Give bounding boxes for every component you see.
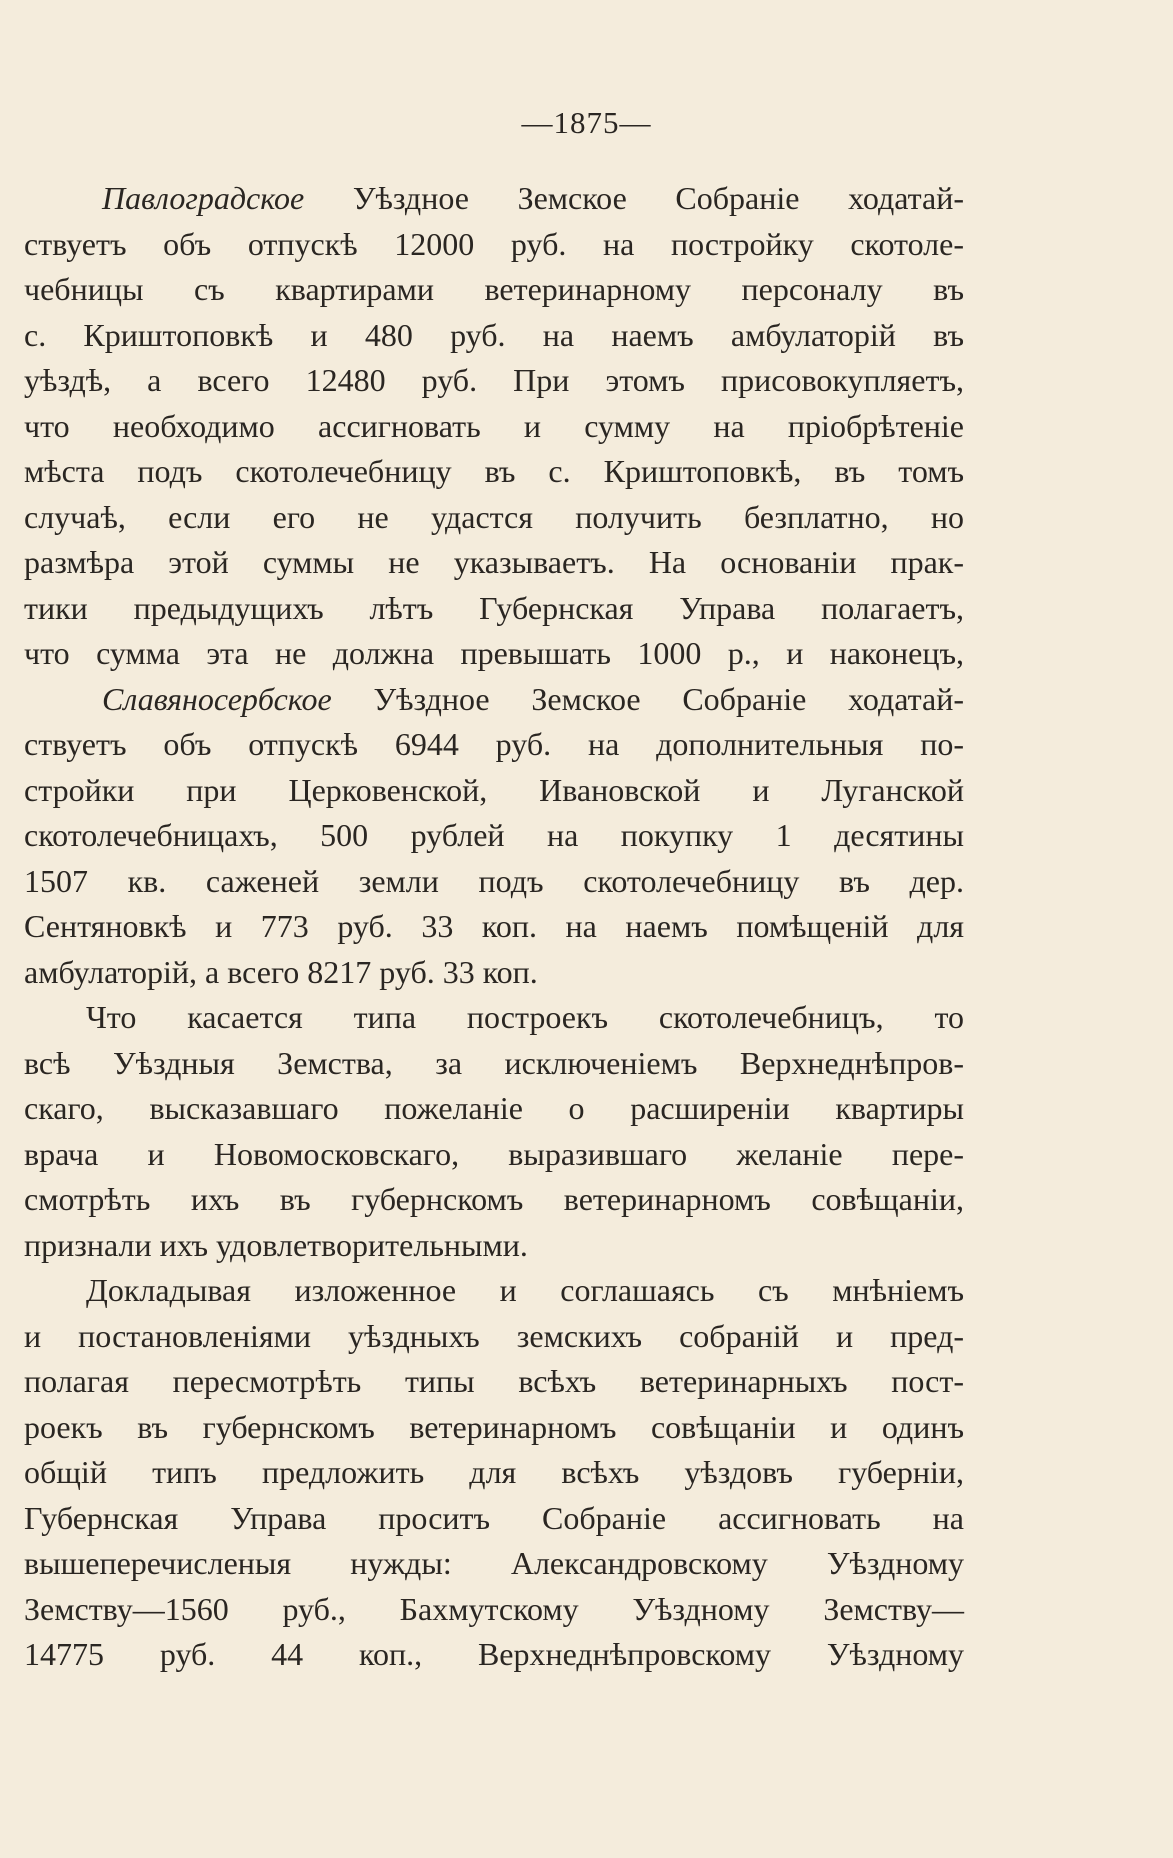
paragraph-2-line-4: скотолечебницахъ, 500 рублей на покупку 1 десятины bbox=[24, 817, 964, 853]
paragraph-2-line-1 bbox=[24, 677, 964, 723]
paragraph-4-line-7: вышеперечисленыя нужды: Александровскому Уѣздному bbox=[24, 1545, 964, 1581]
paragraph-1-line-7: мѣста подъ скотолечебницу въ с. Криштоповкѣ, въ томъ bbox=[24, 453, 964, 489]
body-text bbox=[24, 176, 964, 1678]
paragraph-1-line-2: ствуетъ объ отпускѣ 12000 руб. на постройку скотоле- bbox=[24, 225, 964, 262]
paragraph-1-line-5: уѣздѣ, а всего 12480 руб. При этомъ присовокупляетъ, bbox=[24, 362, 964, 398]
paragraph-3-line-5: смотрѣть ихъ въ губернскомъ ветеринарномъ совѣщаніи, bbox=[24, 1181, 964, 1217]
paragraph-2-line-3: стройки при Церковенской, Ивановской и Луганской bbox=[24, 771, 964, 808]
paragraph-4-line-3: полагая пересмотрѣть типы всѣхъ ветеринарныхъ пост- bbox=[24, 1363, 964, 1399]
paragraph-3-line-1: Что касается типа построекъ скотолечебницъ, то bbox=[86, 999, 964, 1035]
paragraph-3-line-2: всѣ Уѣздныя Земства, за исключеніемъ Верхнеднѣпров- bbox=[24, 1044, 964, 1081]
paragraph-4-line-9: 14775 руб. 44 коп., Верхнеднѣпровскому Уѣздному bbox=[24, 1636, 964, 1672]
paragraph-4-line-6: Губернская Управа проситъ Собраніе ассигновать на bbox=[24, 1499, 964, 1536]
paragraph-2-line-5: 1507 кв. саженей земли подъ скотолечебницу въ дер. bbox=[24, 862, 964, 899]
paragraph-1-italic-lead: Павлоградское bbox=[102, 180, 305, 216]
paragraph-1-line-11: что сумма эта не должна превышать 1000 р., и наконецъ, bbox=[24, 635, 964, 671]
paragraph-1-line-8: случаѣ, если его не удастся получить безплатно, но bbox=[24, 498, 964, 535]
paragraph-2-italic-lead: Славяносербское bbox=[102, 680, 332, 717]
paragraph-2-line-6: Сентяновкѣ и 773 руб. 33 коп. на наемъ помѣщеній для bbox=[24, 908, 964, 944]
paragraph-2-line-2: ствуетъ объ отпускѣ 6944 руб. на дополнительныя по- bbox=[24, 726, 964, 762]
paragraph-1-line-3: чебницы съ квартирами ветеринарному персоналу въ bbox=[24, 271, 964, 307]
paragraph-1-line-1 bbox=[24, 176, 964, 222]
paragraph-4-line-5: общій типъ предложить для всѣхъ уѣздовъ губерніи, bbox=[24, 1454, 964, 1490]
paragraph-4-line-4: роекъ въ губернскомъ ветеринарномъ совѣщаніи и одинъ bbox=[24, 1408, 964, 1445]
paragraph-3-line-4: врача и Новомосковскаго, выразившаго желаніе пере- bbox=[24, 1135, 964, 1172]
paragraph-4-line-1: Докладывая изложенное и соглашаясь съ мнѣніемъ bbox=[86, 1272, 964, 1308]
paragraph-1-line-10: тики предыдущихъ лѣтъ Губернская Управа полагаетъ, bbox=[24, 589, 964, 626]
paragraph-3-line-3: скаго, высказавшаго пожеланіе о расширеніи квартиры bbox=[24, 1090, 964, 1126]
paragraph-1-line-1-text: Уѣздное Земское Собраніе ходатай- bbox=[352, 180, 965, 216]
paragraph-1-line-6: что необходимо ассигновать и сумму на пріобрѣтеніе bbox=[24, 407, 964, 444]
paragraph-4-line-8: Земству—1560 руб., Бахмутскому Уѣздному Земству— bbox=[24, 1590, 964, 1627]
paragraph-2-line-7: амбулаторій, а всего 8217 руб. 33 коп. bbox=[24, 953, 538, 990]
paragraph-3-line-6: признали ихъ удовлетворительными. bbox=[24, 1226, 528, 1263]
paragraph-2-line-1-text: Уѣздное Земское Собраніе ходатай- bbox=[373, 680, 964, 717]
paragraph-1-line-9: размѣра этой суммы не указываетъ. На основаніи прак- bbox=[24, 544, 964, 580]
page-number: —1875— bbox=[521, 105, 652, 140]
paragraph-1-line-4: с. Криштоповкѣ и 480 руб. на наемъ амбулаторій въ bbox=[24, 316, 964, 353]
paragraph-4-line-2: и постановленіями уѣздныхъ земскихъ собраній и пред- bbox=[24, 1317, 964, 1354]
